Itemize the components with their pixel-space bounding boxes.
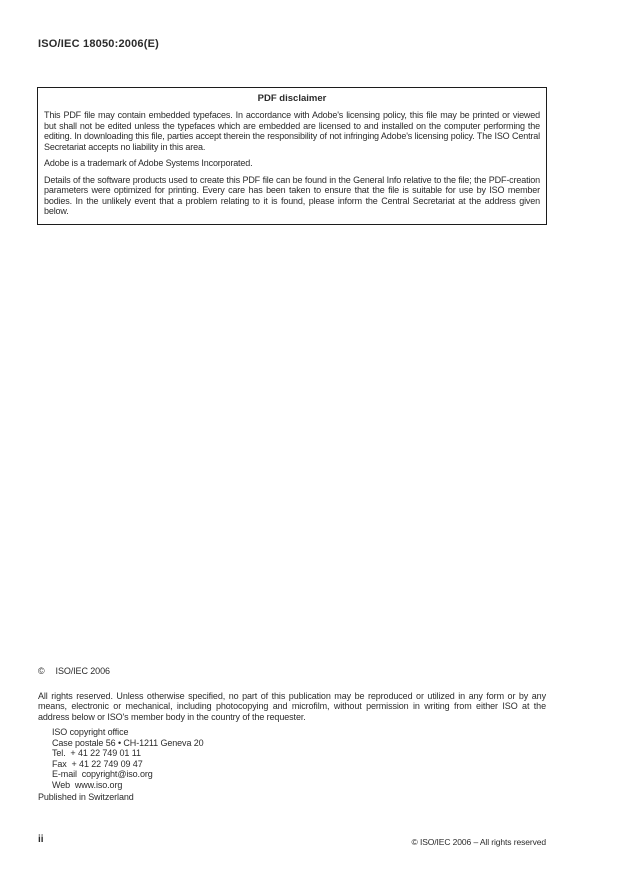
published-in-line: Published in Switzerland — [38, 792, 134, 802]
disclaimer-paragraph: Details of the software products used to create this PDF file can be found in the General Info relative to the file; the PDF-creation parameters were optimized for printing. Every care has been taken to ensure that the file is suitable for use by ISO member bodies. In the unlikely event that a problem relating to it is found, please inform the Central Secretariat at the address given below. — [44, 174, 540, 216]
footer-copyright-notice: © ISO/IEC 2006 – All rights reserved — [411, 837, 546, 847]
disclaimer-title: PDF disclaimer — [257, 93, 327, 104]
copyright-owner: ISO/IEC 2006 — [55, 666, 110, 676]
footer-page-number: ii — [38, 834, 44, 845]
copyright-section — [38, 666, 546, 803]
address-line-tel: Tel. + 41 22 749 01 11 — [52, 748, 141, 758]
address-line-office: ISO copyright office — [52, 727, 129, 737]
disclaimer-paragraph: This PDF file may contain embedded typefaces. In accordance with Adobe's licensing policy, this file may be printed or viewed but shall not be edited unless the typefaces which are embedded are licensed to and installed on the computer performing the editing. In downloading this file, parties accept therein the responsibility of not infringing Adobe's licensing policy. The ISO Central Secretariat accepts no liability in this area. — [44, 110, 540, 152]
rights-reserved-text: All rights reserved. Unless otherwise specified, no part of this publication may be reproduced or utilized in any form or by any means, electronic or mechanical, including photocopying and microfilm, without permission in writing from either ISO at the address below or ISO's member body in the country of the requester. — [38, 690, 546, 722]
address-line-web: Web www.iso.org — [52, 779, 123, 790]
pdf-disclaimer-box — [37, 87, 547, 225]
copyright-heading — [38, 666, 546, 677]
copyright-symbol: © — [38, 666, 45, 676]
address-line-email: E-mail copyright@iso.org — [52, 769, 153, 779]
iso-address-block — [52, 727, 546, 790]
address-line-postal: Case postale 56 • CH-1211 Geneva 20 — [52, 737, 204, 748]
document-header-code: ISO/IEC 18050:2006(E) — [38, 38, 159, 50]
address-line-fax: Fax + 41 22 749 09 47 — [52, 758, 143, 769]
disclaimer-paragraph: Adobe is a trademark of Adobe Systems Incorporated. — [44, 158, 253, 168]
